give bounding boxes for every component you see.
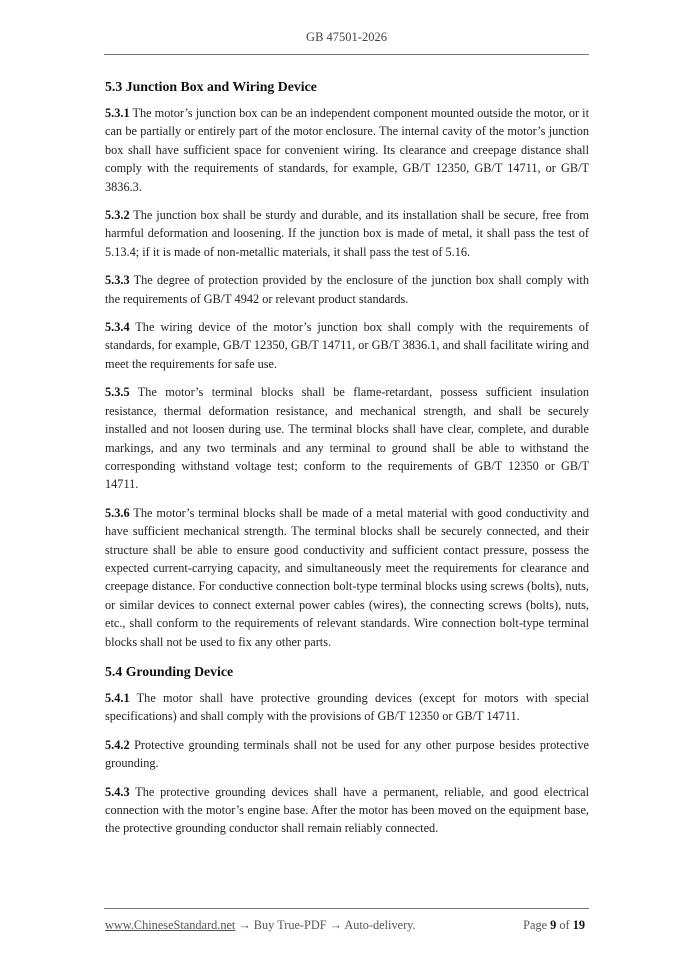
clause-number: 5.3.1	[105, 106, 130, 120]
footer-divider	[104, 908, 589, 909]
clause-5-3-1	[105, 104, 589, 196]
clause-text: The junction box shall be sturdy and durable, and its installation shall be secure, free from harmful deformation and loosening. If the junction box is made of metal, it shall pass the test of 5.13.4; if it is made of non-metallic materials, it shall pass the test of 5.16.	[105, 208, 589, 259]
clause-text: Protective grounding terminals shall not be used for any other purpose besides protective grounding.	[105, 737, 589, 771]
clause-5-3-2	[105, 206, 589, 261]
clause-number: 5.3.5	[105, 385, 130, 400]
clause-text: The motor’s junction box can be an independent component mounted outside the motor, or it can be partially or entirely part of the motor enclosure. The internal cavity of the motor’s junction box shall have sufficient space for convenient wiring. Its clearance and creepage distance shall comply with the requirements of standards, for example, GB/T 12350, GB/T 14711, or GB/T 3836.3.	[105, 106, 590, 194]
clause-number: 5.4.1	[105, 690, 130, 705]
clause-number: 5.4.2	[105, 737, 130, 752]
page-indicator	[523, 918, 585, 933]
of-word: of	[556, 918, 573, 932]
clause-number: 5.4.3	[105, 784, 130, 799]
page-header	[0, 30, 693, 45]
clause-number: 5.3.3	[105, 273, 130, 288]
clause-number: 5.3.4	[105, 320, 130, 335]
section-heading: 5.4 Grounding Device	[105, 663, 234, 679]
page-content	[105, 78, 589, 848]
clause-5-4-2	[105, 736, 589, 773]
clause-number: 5.3.6	[105, 505, 130, 520]
section-heading: 5.3 Junction Box and Wiring Device	[105, 79, 317, 94]
clause-text: The degree of protection provided by the enclosure of the junction box shall comply with the requirements of GB/T 4942 or relevant product standards.	[105, 273, 589, 306]
clause-5-4-3	[105, 783, 589, 838]
clause-5-3-3	[105, 271, 589, 308]
header-divider	[104, 54, 589, 55]
page-word: Page	[523, 918, 551, 932]
clause-text: The motor’s terminal blocks shall be flame-retardant, possess sufficient insulation resistance, thermal deformation resistance, and mechanical strength, and shall be securely installed and not loosen during use. The terminal blocks shall have clear, complete, and durable markings, and any two terminals and any terminal to ground shall be able to withstand the corresponding withstand voltage test; conform to the requirements of GB/T 12350 or GB/T 14711.	[105, 385, 589, 492]
total-pages: 19	[572, 918, 585, 932]
clause-text: The motor’s terminal blocks shall be made of a metal material with good conductivity and have sufficient mechanical strength. The terminal blocks shall be securely connected, and their structure shall be able to ensure good conductivity and sufficient contact pressure, possess the expected current-carrying capacity, and simultaneously meet the requirements for clearance and creepage distance. For conductive connection bolt-type terminal blocks using screws (bolts), nuts, or similar devices to connect external power cables (wires), the connecting screws (bolts), nuts, etc., shall conform to the requirements of relevant standards. Wire connection bolt-type terminal blocks shall not be used to fix any other parts.	[105, 505, 589, 649]
clause-text: The protective grounding devices shall have a permanent, reliable, and good electrical connection with the motor’s engine base. After the motor has been moved on the equipment base, the protective grounding conductor shall remain reliably connected.	[105, 784, 589, 836]
clause-5-4-1	[105, 689, 589, 726]
clause-5-3-6	[105, 504, 589, 651]
clause-text: The wiring device of the motor’s junction box shall comply with the requirements of standards, for example, GB/T 12350, GB/T 14711, or GB/T 3836.1, and shall facilitate wiring and meet the requirements for safe use.	[105, 320, 589, 371]
clause-text: The motor shall have protective grounding devices (except for motors with special specifications) and shall comply with the provisions of GB/T 12350 or GB/T 14711.	[105, 690, 589, 724]
footer-tagline: → Buy True-PDF → Auto-delivery.	[235, 918, 416, 932]
clause-5-3-5	[105, 383, 589, 493]
footer-left	[105, 918, 416, 933]
clause-number: 5.3.2	[105, 208, 130, 223]
page-number: 9	[550, 918, 557, 932]
clause-5-3-4	[105, 318, 589, 373]
document-id: GB 47501-2026	[306, 30, 387, 44]
site-link[interactable]: www.ChineseStandard.net	[105, 918, 236, 932]
